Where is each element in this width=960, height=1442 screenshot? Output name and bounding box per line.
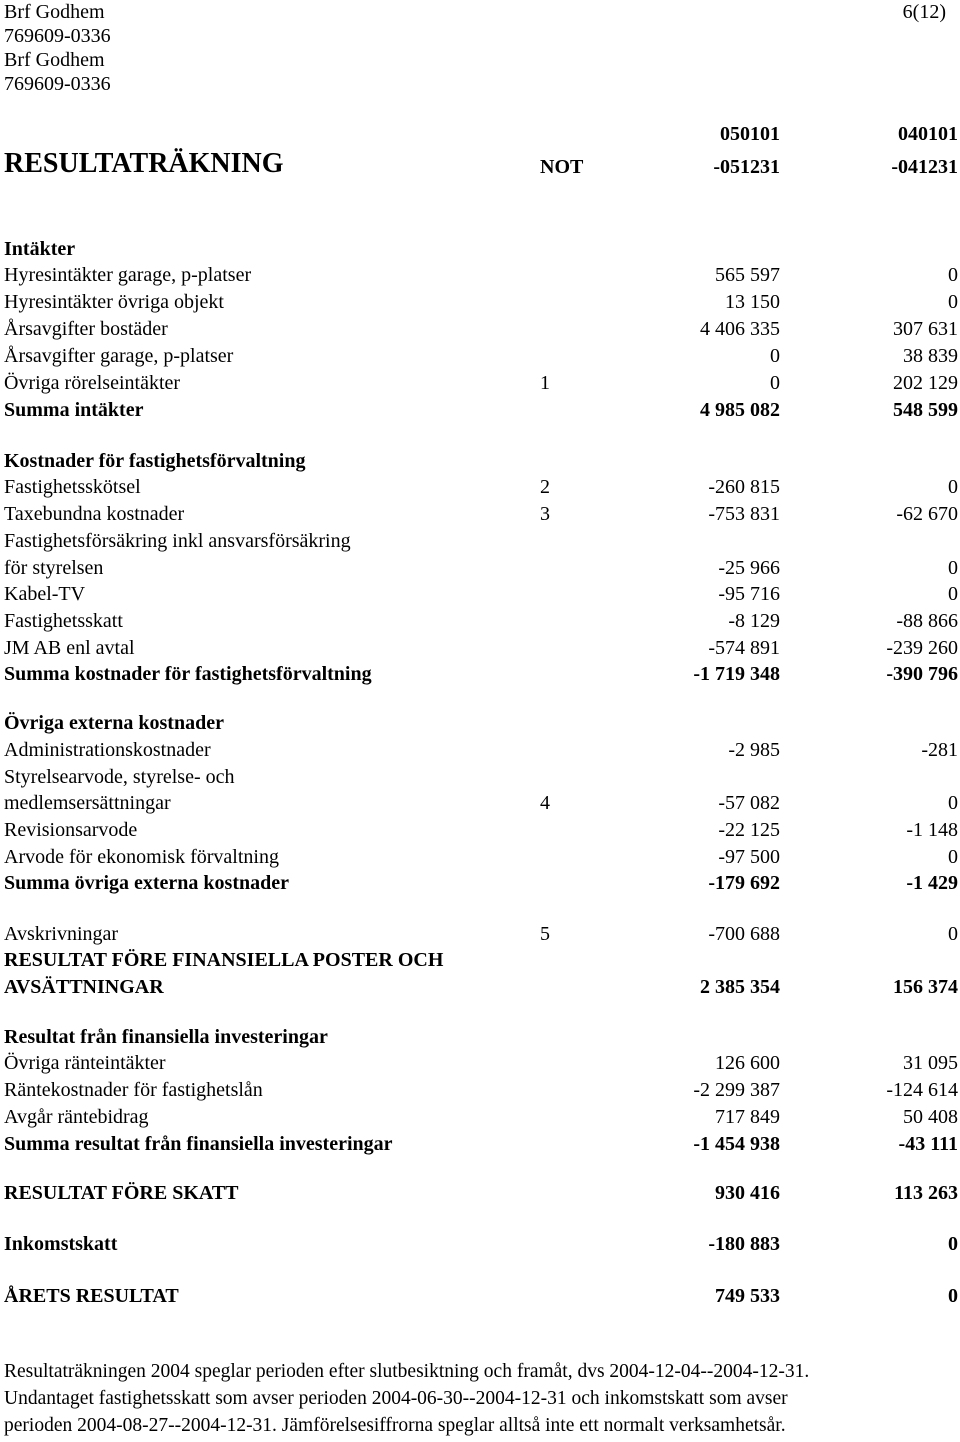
row-prior-value: -43 111 (898, 1133, 958, 1155)
row-current-value: 565 597 (715, 264, 780, 286)
row-label: medlemsersättningar (4, 792, 171, 814)
note-column-header: NOT (540, 156, 584, 178)
row-current-value: 126 600 (715, 1052, 780, 1074)
row-current-value: 2 385 354 (700, 976, 780, 998)
row-current-value: 13 150 (725, 291, 780, 313)
row-label: Kabel-TV (4, 583, 86, 605)
row-note: 5 (540, 923, 550, 945)
row-label: Övriga ränteintäkter (4, 1052, 166, 1074)
row-label: Fastighetsskatt (4, 610, 123, 632)
row-prior-value: -1 148 (906, 819, 958, 841)
row-label: Taxebundna kostnader (4, 503, 185, 525)
row-label: Summa resultat från finansiella investeringar (4, 1133, 393, 1155)
row-label: Hyresintäkter garage, p-platser (4, 264, 252, 286)
footnote-line-3: perioden 2004-08-27--2004-12-31. Jämförelsesiffrorna speglar alltså inte ett normalt verksamhetsår. (4, 1415, 786, 1436)
row-prior-value: -124 614 (886, 1079, 958, 1101)
row-prior-value: -62 670 (896, 503, 958, 525)
footnote-line-1: Resultaträkningen 2004 speglar perioden efter slutbesiktning och framåt, dvs 2004-12-04--2004-12-31. (4, 1361, 810, 1382)
row-label: AVSÄTTNINGAR (4, 976, 164, 998)
row-label: Avskrivningar (4, 923, 119, 945)
row-label: för styrelsen (4, 557, 104, 579)
row-current-value: -180 883 (708, 1233, 780, 1255)
row-current-value: 0 (770, 345, 780, 367)
row-prior-value: 0 (948, 557, 958, 579)
row-label: Räntekostnader för fastighetslån (4, 1079, 263, 1101)
company-name: Brf Godhem (4, 1, 105, 23)
row-label: Fastighetsförsäkring inkl ansvarsförsäkring (4, 530, 351, 552)
row-current-value: 0 (770, 372, 780, 394)
row-prior-value: 31 095 (903, 1052, 958, 1074)
row-current-value: 717 849 (715, 1106, 780, 1128)
row-prior-value: 0 (948, 1285, 958, 1307)
row-prior-value: -239 260 (886, 637, 958, 659)
row-prior-value: 307 631 (893, 318, 958, 340)
row-current-value: -2 299 387 (693, 1079, 780, 1101)
row-prior-value: 0 (948, 476, 958, 498)
row-note: 4 (540, 792, 550, 814)
row-label: Inkomstskatt (4, 1233, 118, 1255)
row-current-value: -753 831 (708, 503, 780, 525)
row-current-value: -22 125 (718, 819, 780, 841)
row-current-value: -1 454 938 (693, 1133, 780, 1155)
row-label: Summa kostnader för fastighetsförvaltning (4, 663, 372, 685)
row-label: JM AB enl avtal (4, 637, 135, 659)
row-label: ÅRETS RESULTAT (4, 1285, 179, 1307)
row-prior-value: 50 408 (903, 1106, 958, 1128)
row-label: Hyresintäkter övriga objekt (4, 291, 224, 313)
row-label: Fastighetsskötsel (4, 476, 141, 498)
row-label: Summa övriga externa kostnader (4, 872, 289, 894)
row-note: 2 (540, 476, 550, 498)
row-note: 1 (540, 372, 550, 394)
row-prior-value: 0 (948, 792, 958, 814)
row-label: Årsavgifter bostäder (4, 318, 168, 340)
row-prior-value: 0 (948, 583, 958, 605)
row-prior-value: -88 866 (896, 610, 958, 632)
row-prior-value: 38 839 (903, 345, 958, 367)
row-label: Övriga externa kostnader (4, 712, 224, 734)
row-current-value: 4 406 335 (700, 318, 780, 340)
row-prior-value: 156 374 (893, 976, 958, 998)
row-prior-value: 113 263 (894, 1182, 958, 1204)
row-prior-value: 0 (948, 291, 958, 313)
row-current-value: -179 692 (708, 872, 780, 894)
row-current-value: -574 891 (708, 637, 780, 659)
row-current-value: -700 688 (708, 923, 780, 945)
row-prior-value: -1 429 (906, 872, 958, 894)
row-current-value: 749 533 (715, 1285, 780, 1307)
row-prior-value: 0 (948, 1233, 958, 1255)
row-label: Administrationskostnader (4, 739, 211, 761)
row-current-value: -95 716 (718, 583, 780, 605)
company-name-repeat: Brf Godhem (4, 49, 105, 71)
row-current-value: 4 985 082 (700, 399, 780, 421)
row-label: Summa intäkter (4, 399, 144, 421)
row-label: Styrelsearvode, styrelse- och (4, 766, 235, 788)
row-prior-value: 0 (948, 264, 958, 286)
page-title: RESULTATRÄKNING (4, 148, 284, 179)
row-prior-value: 0 (948, 923, 958, 945)
org-number-repeat: 769609-0336 (4, 73, 111, 95)
row-prior-value: -390 796 (886, 663, 958, 685)
row-label: Revisionsarvode (4, 819, 138, 841)
period-prior-to: -041231 (891, 156, 958, 178)
row-label: RESULTAT FÖRE SKATT (4, 1182, 239, 1204)
row-prior-value: 0 (948, 846, 958, 868)
row-note: 3 (540, 503, 550, 525)
row-current-value: -1 719 348 (693, 663, 780, 685)
period-current-to: -051231 (713, 156, 780, 178)
row-current-value: 930 416 (715, 1182, 780, 1204)
period-current-from: 050101 (720, 123, 780, 145)
row-current-value: -57 082 (718, 792, 780, 814)
row-label: Avgår räntebidrag (4, 1106, 149, 1128)
row-current-value: -8 129 (728, 610, 780, 632)
row-label: Resultat från finansiella investeringar (4, 1026, 328, 1048)
row-label: Kostnader för fastighetsförvaltning (4, 450, 306, 472)
page-number: 6(12) (902, 1, 946, 23)
row-current-value: -2 985 (728, 739, 780, 761)
row-current-value: -25 966 (718, 557, 780, 579)
period-prior-from: 040101 (898, 123, 958, 145)
footnote-line-2: Undantaget fastighetsskatt som avser perioden 2004-06-30--2004-12-31 och inkomstskatt som avser (4, 1388, 788, 1409)
row-label: Arvode för ekonomisk förvaltning (4, 846, 279, 868)
row-label: Intäkter (4, 238, 76, 260)
row-current-value: -260 815 (708, 476, 780, 498)
row-prior-value: -281 (921, 739, 958, 761)
row-label: Årsavgifter garage, p-platser (4, 345, 234, 367)
org-number: 769609-0336 (4, 25, 111, 47)
row-label: Övriga rörelseintäkter (4, 372, 181, 394)
row-prior-value: 548 599 (893, 399, 958, 421)
row-prior-value: 202 129 (893, 372, 958, 394)
row-current-value: -97 500 (718, 846, 780, 868)
row-label: RESULTAT FÖRE FINANSIELLA POSTER OCH (4, 949, 444, 971)
